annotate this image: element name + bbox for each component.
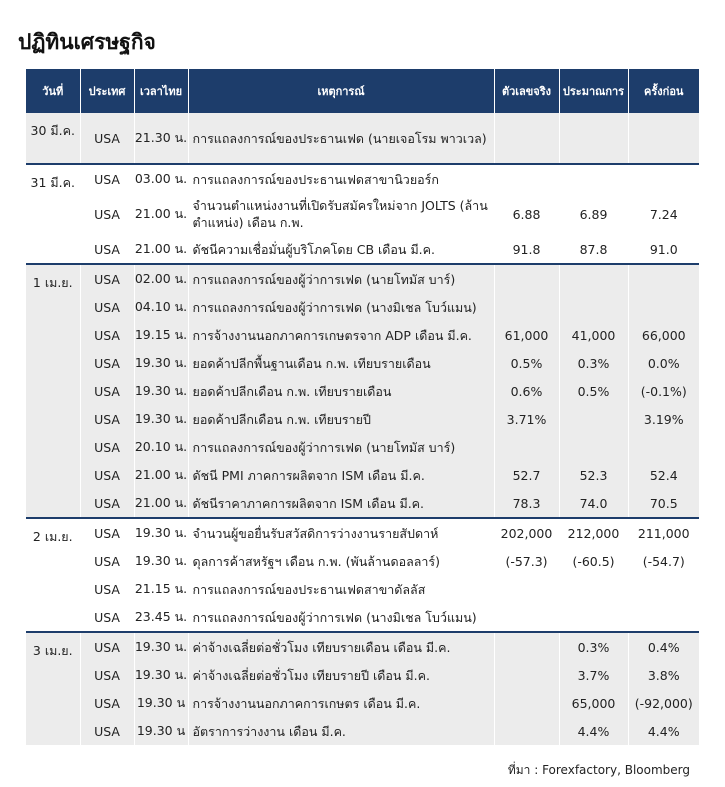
table-row	[26, 164, 699, 193]
date-cell: 2 เม.ย.	[26, 518, 80, 632]
time-cell: 19.30 น	[134, 717, 188, 745]
country-cell: USA	[80, 547, 134, 575]
time-cell: 19.15 น.	[134, 321, 188, 349]
previous-cell: (-92,000)	[628, 689, 699, 717]
previous-cell: 91.0	[628, 235, 699, 264]
country-cell: USA	[80, 661, 134, 689]
table-body	[26, 113, 699, 745]
forecast-cell	[559, 264, 628, 293]
country-cell: USA	[80, 377, 134, 405]
country-cell: USA	[80, 321, 134, 349]
forecast-cell: 87.8	[559, 235, 628, 264]
table-row	[26, 547, 699, 575]
country-cell: USA	[80, 717, 134, 745]
date-cell: 31 มี.ค.	[26, 164, 80, 264]
country-cell: USA	[80, 518, 134, 547]
forecast-cell: 212,000	[559, 518, 628, 547]
previous-cell	[628, 603, 699, 632]
time-cell: 03.00 น.	[134, 164, 188, 193]
time-cell: 19.30 น	[134, 689, 188, 717]
table-row	[26, 405, 699, 433]
previous-cell: (-54.7)	[628, 547, 699, 575]
time-cell: 21.30 น.	[134, 113, 188, 164]
country-cell: USA	[80, 349, 134, 377]
previous-cell: 66,000	[628, 321, 699, 349]
country-cell: USA	[80, 235, 134, 264]
table-row	[26, 689, 699, 717]
country-cell: USA	[80, 164, 134, 193]
table-row	[26, 489, 699, 518]
header-actual: ตัวเลขจริง	[494, 69, 559, 113]
actual-cell	[494, 433, 559, 461]
country-cell: USA	[80, 193, 134, 235]
country-cell: USA	[80, 405, 134, 433]
event-cell: การแถลงการณ์ของผู้ว่าการเฟด (นายโทมัส บาร์)	[188, 264, 494, 293]
event-cell: ดัชนีความเชื่อมั่นผู้บริโภคโดย CB เดือน มี.ค.	[188, 235, 494, 264]
economic-calendar-table	[26, 69, 699, 745]
forecast-cell	[559, 405, 628, 433]
actual-cell: 52.7	[494, 461, 559, 489]
time-cell: 19.30 น.	[134, 405, 188, 433]
table-row	[26, 321, 699, 349]
table-row	[26, 433, 699, 461]
previous-cell	[628, 113, 699, 164]
time-cell: 19.30 น.	[134, 661, 188, 689]
actual-cell: 91.8	[494, 235, 559, 264]
forecast-cell	[559, 164, 628, 193]
previous-cell	[628, 433, 699, 461]
event-cell: ยอดค้าปลีกเดือน ก.พ. เทียบรายปี	[188, 405, 494, 433]
forecast-cell: 41,000	[559, 321, 628, 349]
time-cell: 21.00 น.	[134, 489, 188, 518]
event-cell: การแถลงการณ์ของประธานเฟดสาขานิวยอร์ก	[188, 164, 494, 193]
country-cell: USA	[80, 113, 134, 164]
time-cell: 21.00 น.	[134, 461, 188, 489]
header-time: เวลาไทย	[134, 69, 188, 113]
country-cell: USA	[80, 575, 134, 603]
table-row	[26, 235, 699, 264]
actual-cell	[494, 632, 559, 661]
actual-cell: (-57.3)	[494, 547, 559, 575]
forecast-cell: 0.3%	[559, 349, 628, 377]
actual-cell: 202,000	[494, 518, 559, 547]
forecast-cell: 6.89	[559, 193, 628, 235]
forecast-cell	[559, 603, 628, 632]
event-cell: ดัชนี PMI ภาคการผลิตจาก ISM เดือน มี.ค.	[188, 461, 494, 489]
forecast-cell	[559, 113, 628, 164]
time-cell: 19.30 น.	[134, 377, 188, 405]
event-cell: การแถลงการณ์ของผู้ว่าการเฟด (นางมิเชล โบว์แมน)	[188, 603, 494, 632]
forecast-cell: 0.5%	[559, 377, 628, 405]
actual-cell	[494, 717, 559, 745]
time-cell: 19.30 น.	[134, 349, 188, 377]
event-cell: การแถลงการณ์ของประธานเฟดสาขาดัลลัส	[188, 575, 494, 603]
forecast-cell	[559, 575, 628, 603]
forecast-cell: 0.3%	[559, 632, 628, 661]
date-cell: 3 เม.ย.	[26, 632, 80, 745]
table-row	[26, 661, 699, 689]
previous-cell: 211,000	[628, 518, 699, 547]
actual-cell: 6.88	[494, 193, 559, 235]
header-date: วันที่	[26, 69, 80, 113]
actual-cell	[494, 164, 559, 193]
actual-cell: 3.71%	[494, 405, 559, 433]
country-cell: USA	[80, 461, 134, 489]
time-cell: 02.00 น.	[134, 264, 188, 293]
previous-cell: 3.8%	[628, 661, 699, 689]
forecast-cell: 65,000	[559, 689, 628, 717]
actual-cell	[494, 264, 559, 293]
forecast-cell: (-60.5)	[559, 547, 628, 575]
forecast-cell: 74.0	[559, 489, 628, 518]
forecast-cell	[559, 433, 628, 461]
event-cell: การจ้างงานนอกภาคการเกษตร เดือน มี.ค.	[188, 689, 494, 717]
previous-cell	[628, 293, 699, 321]
actual-cell	[494, 661, 559, 689]
forecast-cell: 4.4%	[559, 717, 628, 745]
country-cell: USA	[80, 603, 134, 632]
actual-cell	[494, 113, 559, 164]
previous-cell: 70.5	[628, 489, 699, 518]
event-cell: การจ้างงานนอกภาคการเกษตรจาก ADP เดือน มี.ค.	[188, 321, 494, 349]
forecast-cell: 3.7%	[559, 661, 628, 689]
previous-cell: 52.4	[628, 461, 699, 489]
date-cell: 1 เม.ย.	[26, 264, 80, 518]
table-row	[26, 575, 699, 603]
table-row	[26, 717, 699, 745]
event-cell: จำนวนตำแหน่งงานที่เปิดรับสมัครใหม่จาก JOLTS (ล้านตำแหน่ง) เดือน ก.พ.	[188, 193, 494, 235]
actual-cell: 61,000	[494, 321, 559, 349]
event-cell: การแถลงการณ์ของผู้ว่าการเฟด (นางมิเชล โบว์แมน)	[188, 293, 494, 321]
date-cell: 30 มี.ค.	[26, 113, 80, 164]
event-cell: ยอดค้าปลีกเดือน ก.พ. เทียบรายเดือน	[188, 377, 494, 405]
time-cell: 19.30 น.	[134, 632, 188, 661]
actual-cell: 0.6%	[494, 377, 559, 405]
country-cell: USA	[80, 293, 134, 321]
table-row	[26, 461, 699, 489]
time-cell: 20.10 น.	[134, 433, 188, 461]
table-row	[26, 518, 699, 547]
time-cell: 19.30 น.	[134, 518, 188, 547]
event-cell: ค่าจ้างเฉลี่ยต่อชั่วโมง เทียบรายปี เดือน มี.ค.	[188, 661, 494, 689]
header-country: ประเทศ	[80, 69, 134, 113]
table-row	[26, 377, 699, 405]
time-cell: 21.00 น.	[134, 235, 188, 264]
table-header-row	[26, 69, 699, 113]
table-row	[26, 193, 699, 235]
page-title: ปฏิทินเศรษฐกิจ	[18, 30, 156, 54]
event-cell: การแถลงการณ์ของผู้ว่าการเฟด (นายโทมัส บาร์)	[188, 433, 494, 461]
country-cell: USA	[80, 433, 134, 461]
forecast-cell	[559, 293, 628, 321]
previous-cell: 0.0%	[628, 349, 699, 377]
time-cell: 21.15 น.	[134, 575, 188, 603]
table-row	[26, 603, 699, 632]
table-row	[26, 293, 699, 321]
previous-cell	[628, 264, 699, 293]
actual-cell	[494, 603, 559, 632]
time-cell: 21.00 น.	[134, 193, 188, 235]
event-cell: จำนวนผู้ขอยื่นรับสวัสดิการว่างงานรายสัปดาห์	[188, 518, 494, 547]
previous-cell: 4.4%	[628, 717, 699, 745]
previous-cell: (-0.1%)	[628, 377, 699, 405]
event-cell: ค่าจ้างเฉลี่ยต่อชั่วโมง เทียบรายเดือน เดือน มี.ค.	[188, 632, 494, 661]
event-cell: ยอดค้าปลีกพื้นฐานเดือน ก.พ. เทียบรายเดือน	[188, 349, 494, 377]
table-row	[26, 113, 699, 164]
header-previous: ครั้งก่อน	[628, 69, 699, 113]
event-cell: การแถลงการณ์ของประธานเฟด (นายเจอโรม พาวเวล)	[188, 113, 494, 164]
source-note: ที่มา : Forexfactory, Bloomberg	[507, 763, 690, 777]
country-cell: USA	[80, 489, 134, 518]
forecast-cell: 52.3	[559, 461, 628, 489]
previous-cell: 7.24	[628, 193, 699, 235]
event-cell: อัตราการว่างงาน เดือน มี.ค.	[188, 717, 494, 745]
actual-cell: 0.5%	[494, 349, 559, 377]
table-row	[26, 349, 699, 377]
previous-cell: 0.4%	[628, 632, 699, 661]
country-cell: USA	[80, 264, 134, 293]
previous-cell	[628, 164, 699, 193]
previous-cell	[628, 575, 699, 603]
actual-cell: 78.3	[494, 489, 559, 518]
actual-cell	[494, 575, 559, 603]
event-cell: ดุลการค้าสหรัฐฯ เดือน ก.พ. (พันล้านดอลลาร์)	[188, 547, 494, 575]
time-cell: 23.45 น.	[134, 603, 188, 632]
table-row	[26, 264, 699, 293]
actual-cell	[494, 293, 559, 321]
actual-cell	[494, 689, 559, 717]
table-row	[26, 632, 699, 661]
country-cell: USA	[80, 689, 134, 717]
header-event: เหตุการณ์	[188, 69, 494, 113]
event-cell: ดัชนีราคาภาคการผลิตจาก ISM เดือน มี.ค.	[188, 489, 494, 518]
previous-cell: 3.19%	[628, 405, 699, 433]
time-cell: 19.30 น.	[134, 547, 188, 575]
time-cell: 04.10 น.	[134, 293, 188, 321]
country-cell: USA	[80, 632, 134, 661]
header-forecast: ประมาณการ	[559, 69, 628, 113]
